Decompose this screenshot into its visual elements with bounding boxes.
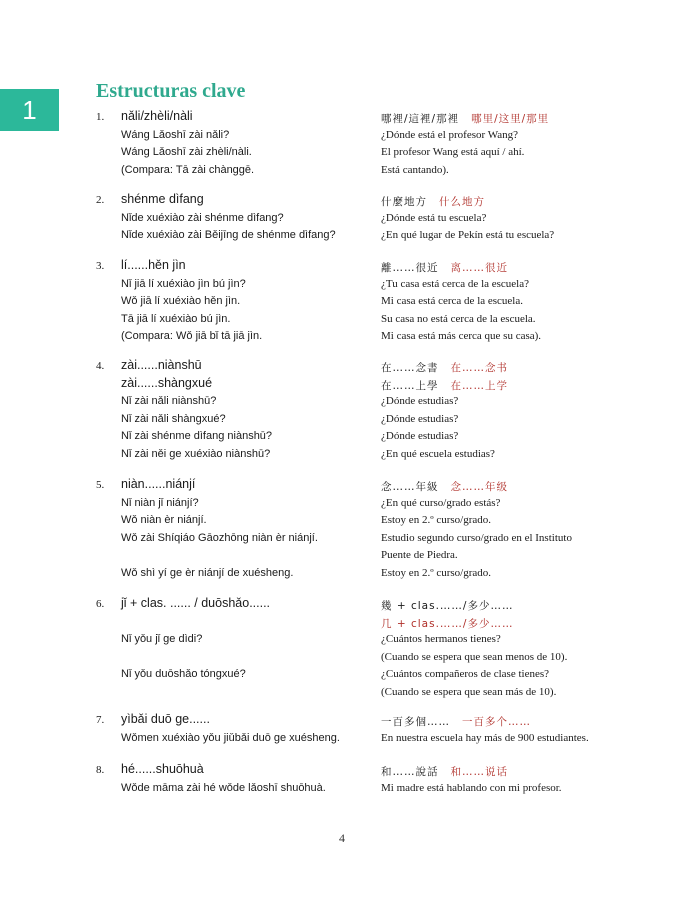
example-spanish: ¿Dónde está el profesor Wang?	[381, 128, 518, 141]
item-number: 4.	[96, 360, 105, 372]
head-pinyin: zài......shàngxué	[121, 375, 213, 390]
example-row	[0, 276, 684, 294]
structure-head	[0, 109, 684, 127]
head-traditional: 幾 + clas.……/多少……	[381, 600, 514, 612]
structure-item	[0, 477, 684, 583]
example-pinyin: Nǐ yǒu jǐ ge dìdi?	[121, 633, 203, 646]
example-spanish: ¿Dónde estudias?	[381, 430, 459, 443]
example-spanish: Estudio segundo curso/grado en el Instituto	[381, 531, 572, 544]
head-pinyin: lí......hěn jìn	[121, 258, 186, 272]
head-traditional: 離……很近	[381, 262, 439, 274]
example-row	[0, 730, 684, 748]
example-pinyin: Nǐ zài něi ge xuéxiào niànshū?	[121, 447, 271, 460]
example-pinyin: Nǐ niàn jǐ niánjí?	[121, 496, 199, 509]
example-pinyin: Wǒmen xuéxiào yǒu jiǔbǎi duō ge xuésheng.	[121, 731, 340, 744]
item-number: 3.	[96, 260, 105, 272]
structure-head	[0, 762, 684, 780]
head-simplified: 和……说话	[450, 766, 508, 778]
head-simplified: 什么地方	[439, 196, 485, 208]
head-chinese	[381, 764, 508, 779]
structure-item	[0, 762, 684, 797]
example-spanish: ¿En qué curso/grado estás?	[381, 496, 501, 509]
head-simplified: 离……很近	[450, 262, 508, 274]
structure-head-alt	[0, 614, 684, 632]
structure-item	[0, 109, 684, 179]
example-pinyin: Nǐ yǒu duōshǎo tóngxué?	[121, 668, 246, 681]
head-chinese	[381, 194, 485, 209]
example-spanish: Puente de Piedra.	[381, 549, 458, 562]
head-simplified: 哪里/这里/那里	[471, 113, 550, 125]
head-chinese	[381, 378, 508, 393]
item-number: 5.	[96, 479, 105, 491]
example-row	[0, 547, 684, 565]
example-row	[0, 446, 684, 464]
item-number: 1.	[96, 111, 105, 123]
example-pinyin: Wǒ niàn èr niánjí.	[121, 514, 207, 527]
head-simplified: 一百多个……	[462, 716, 531, 728]
head-traditional: 念……年級	[381, 481, 439, 493]
example-pinyin: Wǒde māma zài hé wǒde lǎoshī shuōhuà.	[121, 781, 326, 794]
structure-head	[0, 192, 684, 210]
example-pinyin: Nǐde xuéxiào zài shénme dìfang?	[121, 211, 284, 224]
example-pinyin: Nǐ zài shénme dìfang niànshū?	[121, 430, 273, 443]
example-spanish: Mi casa está cerca de la escuela.	[381, 295, 523, 308]
example-pinyin: Wáng Lǎoshī zài nǎli?	[121, 128, 230, 141]
head-pinyin: nǎli/zhèli/nàli	[121, 109, 193, 123]
structure-item	[0, 358, 684, 464]
example-spanish: (Cuando se espera que sean más de 10).	[381, 685, 557, 698]
example-pinyin: Wǒ jiā lí xuéxiào hěn jìn.	[121, 295, 241, 308]
head-pinyin: jǐ + clas. ...... / duōshǎo......	[121, 596, 271, 610]
example-row	[0, 162, 684, 180]
head-traditional: 在……念書	[381, 362, 439, 374]
example-spanish: Estoy en 2.º curso/grado.	[381, 514, 492, 527]
head-pinyin: shénme dìfang	[121, 192, 204, 206]
structure-item	[0, 258, 684, 346]
example-pinyin: Nǐ zài nǎli niànshū?	[121, 395, 217, 408]
head-traditional: 一百多個……	[381, 716, 450, 728]
head-pinyin: yìbǎi duō ge......	[121, 712, 210, 726]
head-chinese	[381, 598, 513, 613]
example-pinyin: Wáng Lǎoshī zài zhèli/nàli.	[121, 146, 252, 159]
example-row	[0, 393, 684, 411]
example-pinyin: Nǐde xuéxiào zài Běijīng de shénme dìfang?	[121, 229, 336, 242]
structure-head	[0, 477, 684, 495]
example-row	[0, 780, 684, 798]
head-chinese	[381, 360, 508, 375]
head-pinyin: hé......shuōhuà	[121, 762, 204, 776]
example-spanish: El profesor Wang está aquí / ahí.	[381, 146, 525, 159]
head-pinyin: niàn......niánjí	[121, 477, 196, 491]
example-row	[0, 666, 684, 684]
item-number: 8.	[96, 764, 105, 776]
example-row	[0, 684, 684, 702]
example-spanish: ¿Tu casa está cerca de la escuela?	[381, 277, 530, 290]
example-spanish: ¿En qué lugar de Pekín está tu escuela?	[381, 229, 555, 242]
head-chinese	[381, 479, 508, 494]
example-pinyin: (Compara: Wǒ jiā bǐ tā jiā jìn.	[121, 330, 263, 343]
head-simplified: 在……上学	[450, 379, 508, 392]
example-spanish: ¿Cuántos hermanos tienes?	[381, 633, 501, 646]
example-row	[0, 631, 684, 649]
example-row	[0, 210, 684, 228]
item-number: 2.	[96, 194, 105, 206]
head-chinese	[381, 714, 531, 729]
example-pinyin: Tā jiā lí xuéxiào bú jìn.	[121, 312, 231, 325]
structure-head	[0, 258, 684, 276]
example-pinyin: Wǒ shì yí ge èr niánjí de xuésheng.	[121, 566, 294, 579]
head-traditional: 在……上學	[381, 379, 439, 392]
example-spanish: Estoy en 2.º curso/grado.	[381, 566, 492, 579]
head-chinese	[381, 111, 549, 126]
chapter-number: 1	[22, 94, 37, 125]
example-row	[0, 512, 684, 530]
structure-item	[0, 192, 684, 245]
structure-head-alt	[0, 376, 684, 394]
example-row	[0, 530, 684, 548]
structure-head	[0, 358, 684, 376]
head-pinyin: zài......niànshū	[121, 358, 202, 372]
example-row	[0, 311, 684, 329]
example-spanish: ¿Dónde estudias?	[381, 412, 459, 425]
example-row	[0, 144, 684, 162]
example-row	[0, 649, 684, 667]
example-row	[0, 565, 684, 583]
structure-item	[0, 712, 684, 747]
example-spanish: ¿Cuántos compañeros de clase tienes?	[381, 668, 549, 681]
example-row	[0, 328, 684, 346]
example-spanish: ¿Dónde está tu escuela?	[381, 211, 487, 224]
example-spanish: Su casa no está cerca de la escuela.	[381, 312, 536, 325]
section-title: Estructuras clave	[96, 80, 246, 102]
head-traditional: 和……說話	[381, 766, 439, 778]
example-row	[0, 127, 684, 145]
example-row	[0, 411, 684, 429]
example-pinyin: (Compara: Tā zài chànggē.	[121, 163, 255, 176]
example-row	[0, 495, 684, 513]
example-row	[0, 428, 684, 446]
example-row	[0, 227, 684, 245]
structure-head	[0, 596, 684, 614]
head-chinese	[381, 260, 508, 275]
example-spanish: Está cantando).	[381, 163, 449, 176]
example-spanish: Mi casa está más cerca que su casa).	[381, 330, 542, 343]
head-traditional: 什麼地方	[381, 196, 427, 208]
item-number: 7.	[96, 714, 105, 726]
example-row	[0, 293, 684, 311]
example-spanish: (Cuando se espera que sean menos de 10).	[381, 650, 568, 663]
page-number: 4	[339, 831, 345, 845]
head-simplified: 念……年级	[450, 481, 508, 493]
head-simplified: 在……念书	[450, 362, 508, 374]
example-pinyin: Wǒ zài Shíqiáo Gāozhōng niàn èr niánjí.	[121, 531, 318, 544]
example-spanish: ¿En qué escuela estudias?	[381, 447, 495, 460]
example-spanish: Mi madre está hablando con mi profesor.	[381, 781, 562, 794]
example-spanish: ¿Dónde estudias?	[381, 395, 459, 408]
example-pinyin: Nǐ jiā lí xuéxiào jìn bú jìn?	[121, 277, 246, 290]
example-pinyin: Nǐ zài nǎli shàngxué?	[121, 412, 226, 425]
example-spanish: En nuestra escuela hay más de 900 estudiantes.	[381, 731, 589, 744]
item-number: 6.	[96, 598, 105, 610]
head-traditional: 哪裡/這裡/那裡	[381, 113, 460, 125]
structure-head	[0, 712, 684, 730]
head-simplified: 几 + clas.……/多少……	[381, 617, 514, 630]
structure-item	[0, 596, 684, 702]
